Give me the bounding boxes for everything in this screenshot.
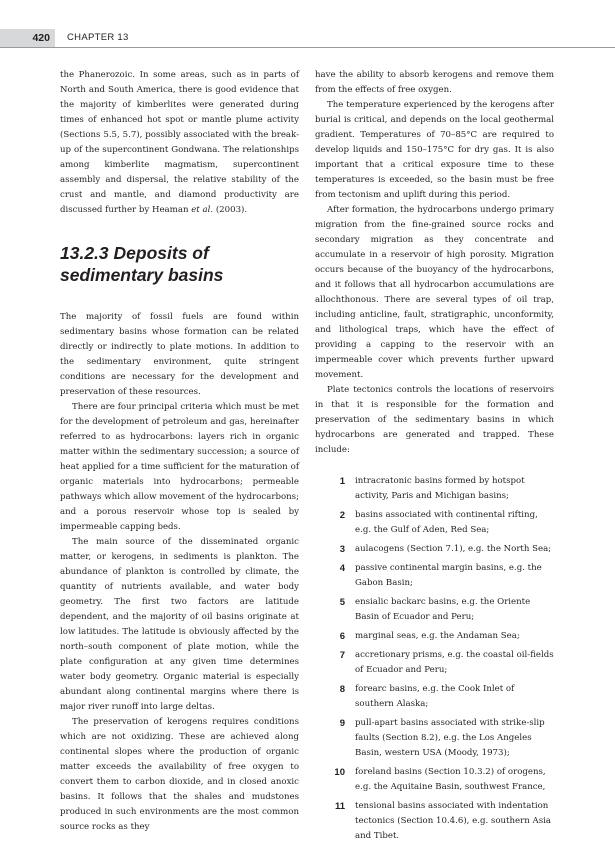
section-heading: 13.2.3 Deposits of sedimentary basins bbox=[60, 243, 224, 285]
list-number: 8 bbox=[339, 684, 345, 695]
body-paragraph: There are four principal criteria which must be met for the development of petroleum and gas, hereinafter referred to as hydrocarbons: layers rich in organic matter within the sedimentary succession; a source of heat applied for a time sufficient for the maturation of organic materials into hydrocarbons; permeable pathways which allow movement of the hydrocarbons; and a porous reservoir whose top is sealed by impermeable capping beds. bbox=[60, 402, 299, 532]
list-text: ensialic backarc basins, e.g. the Oriente Basin of Ecuador and Peru; bbox=[355, 597, 531, 622]
list-item bbox=[315, 542, 554, 557]
page-header bbox=[0, 0, 615, 44]
citation-year: (2003). bbox=[213, 205, 248, 215]
list-number: 10 bbox=[334, 767, 345, 778]
intro-paragraph bbox=[60, 68, 299, 218]
list-text: intracratonic basins formed by hotspot activity, Paris and Michigan basins; bbox=[355, 476, 525, 501]
list-item bbox=[315, 799, 554, 844]
list-text: forearc basins, e.g. the Cook Inlet of southern Alaska; bbox=[355, 684, 515, 709]
list-item bbox=[315, 561, 554, 591]
list-text: pull-apart basins associated with strike-slip faults (Section 8.2), e.g. the Los Angeles Basin, western USA (Moody, 1973); bbox=[355, 718, 545, 758]
list-item bbox=[315, 682, 554, 712]
list-number: 6 bbox=[339, 631, 345, 642]
list-number: 3 bbox=[339, 544, 345, 555]
list-item bbox=[315, 648, 554, 678]
body-paragraph: Plate tectonics controls the locations of reservoirs in that it is responsible for the formation and preservation of the sedimentary basins in which hydrocarbons are generated and trapped. These include: bbox=[315, 385, 554, 455]
list-number: 4 bbox=[339, 563, 345, 574]
list-text: basins associated with continental rifting, e.g. the Gulf of Aden, Red Sea; bbox=[355, 510, 538, 535]
body-paragraph: The majority of fossil fuels are found within sedimentary basins whose formation can be related directly or indirectly to plate motions. In addition to the sedimentary environment, quite stringent conditions are necessary for the development and preservation of these resources. bbox=[60, 312, 299, 397]
list-item bbox=[315, 508, 554, 538]
list-number: 1 bbox=[339, 476, 345, 487]
right-column bbox=[315, 68, 554, 848]
list-item bbox=[315, 765, 554, 795]
list-number: 7 bbox=[339, 650, 345, 661]
list-number: 2 bbox=[339, 510, 345, 521]
list-number: 5 bbox=[339, 597, 345, 608]
chapter-label: CHAPTER 13 bbox=[67, 32, 129, 43]
list-item bbox=[315, 716, 554, 761]
list-item bbox=[315, 595, 554, 625]
list-text: accretionary prisms, e.g. the coastal oil-fields of Ecuador and Peru; bbox=[355, 650, 554, 675]
list-number: 11 bbox=[334, 801, 345, 812]
list-item bbox=[315, 629, 554, 644]
intro-text: the Phanerozoic. In some areas, such as in parts of North and South America, there is good evidence that the majority of kimberlites were generated during times of enhanced hot spot or mantle plume activity (Sections 5.5, 5.7), possibly associated with the break-up of the supercontinent Gondwana. The relationships among kimberlite magmatism, supercontinent assembly and dispersal, the relative stability of the crust and mantle, and diamond productivity are discussed further by Heaman bbox=[60, 70, 299, 215]
citation-etal: et al. bbox=[191, 205, 214, 215]
list-text: tensional basins associated with indentation tectonics (Section 10.4.6), e.g. southern Asia and Tibet. bbox=[355, 801, 551, 841]
left-column bbox=[60, 68, 299, 835]
page-number: 420 bbox=[0, 29, 55, 47]
basin-types-list bbox=[315, 474, 554, 844]
list-item bbox=[315, 474, 554, 504]
body-paragraph: After formation, the hydrocarbons undergo primary migration from the fine-grained source rocks and secondary migration as they concentrate and accumulate in a reservoir of high porosity. Migration occurs because of the buoyancy of the hydrocarbons, and it follows that all hydrocarbon accumulations are allochthonous. There are several types of oil trap, including anticline, fault, stratigraphic, unconformity, and lithological traps, which have the effect of providing a capping to the reservoir with an impermeable cover which prevents further upward movement. bbox=[315, 205, 554, 380]
list-text: foreland basins (Section 10.3.2) of orogens, e.g. the Aquitaine Basin, southwest France, bbox=[355, 767, 546, 792]
body-paragraph: The temperature experienced by the kerogens after burial is critical, and depends on the local geothermal gradient. Temperatures of 70–85°C are required to develop liquids and 150–175°C for dry gas. It is also important that a critical exposure time to these temperatures is exceeded, so the basin must be free from tectonism and uplift during this period. bbox=[315, 100, 554, 200]
body-paragraph: The main source of the disseminated organic matter, or kerogens, in sediments is plankton. The abundance of plankton is controlled by climate, the quantity of nutrients available, and water body geometry. The first two factors are latitude dependent, and the majority of oil basins originate at low latitudes. The latitude is obviously affected by the north–south component of plate motion, while the plate configuration at any given time determines water body geometry. Organic material is especially abundant along continental margins where there is major river runoff into large deltas. bbox=[60, 537, 299, 712]
body-paragraph: The preservation of kerogens requires conditions which are not oxidizing. These are achieved along continental slopes where the production of organic matter exceeds the availability of free oxygen to convert them to carbon dioxide, and in closed anoxic basins. It follows that the shales and mudstones produced in such environments are the most common source rocks as they bbox=[60, 717, 299, 832]
body-paragraph: have the ability to absorb kerogens and remove them from the effects of free oxygen. bbox=[315, 70, 554, 95]
list-number: 9 bbox=[339, 718, 345, 729]
list-text: aulacogens (Section 7.1), e.g. the North Sea; bbox=[355, 544, 552, 554]
header-rule bbox=[0, 47, 615, 48]
list-text: passive continental margin basins, e.g. the Gabon Basin; bbox=[355, 563, 542, 588]
list-text: marginal seas, e.g. the Andaman Sea; bbox=[355, 631, 520, 641]
